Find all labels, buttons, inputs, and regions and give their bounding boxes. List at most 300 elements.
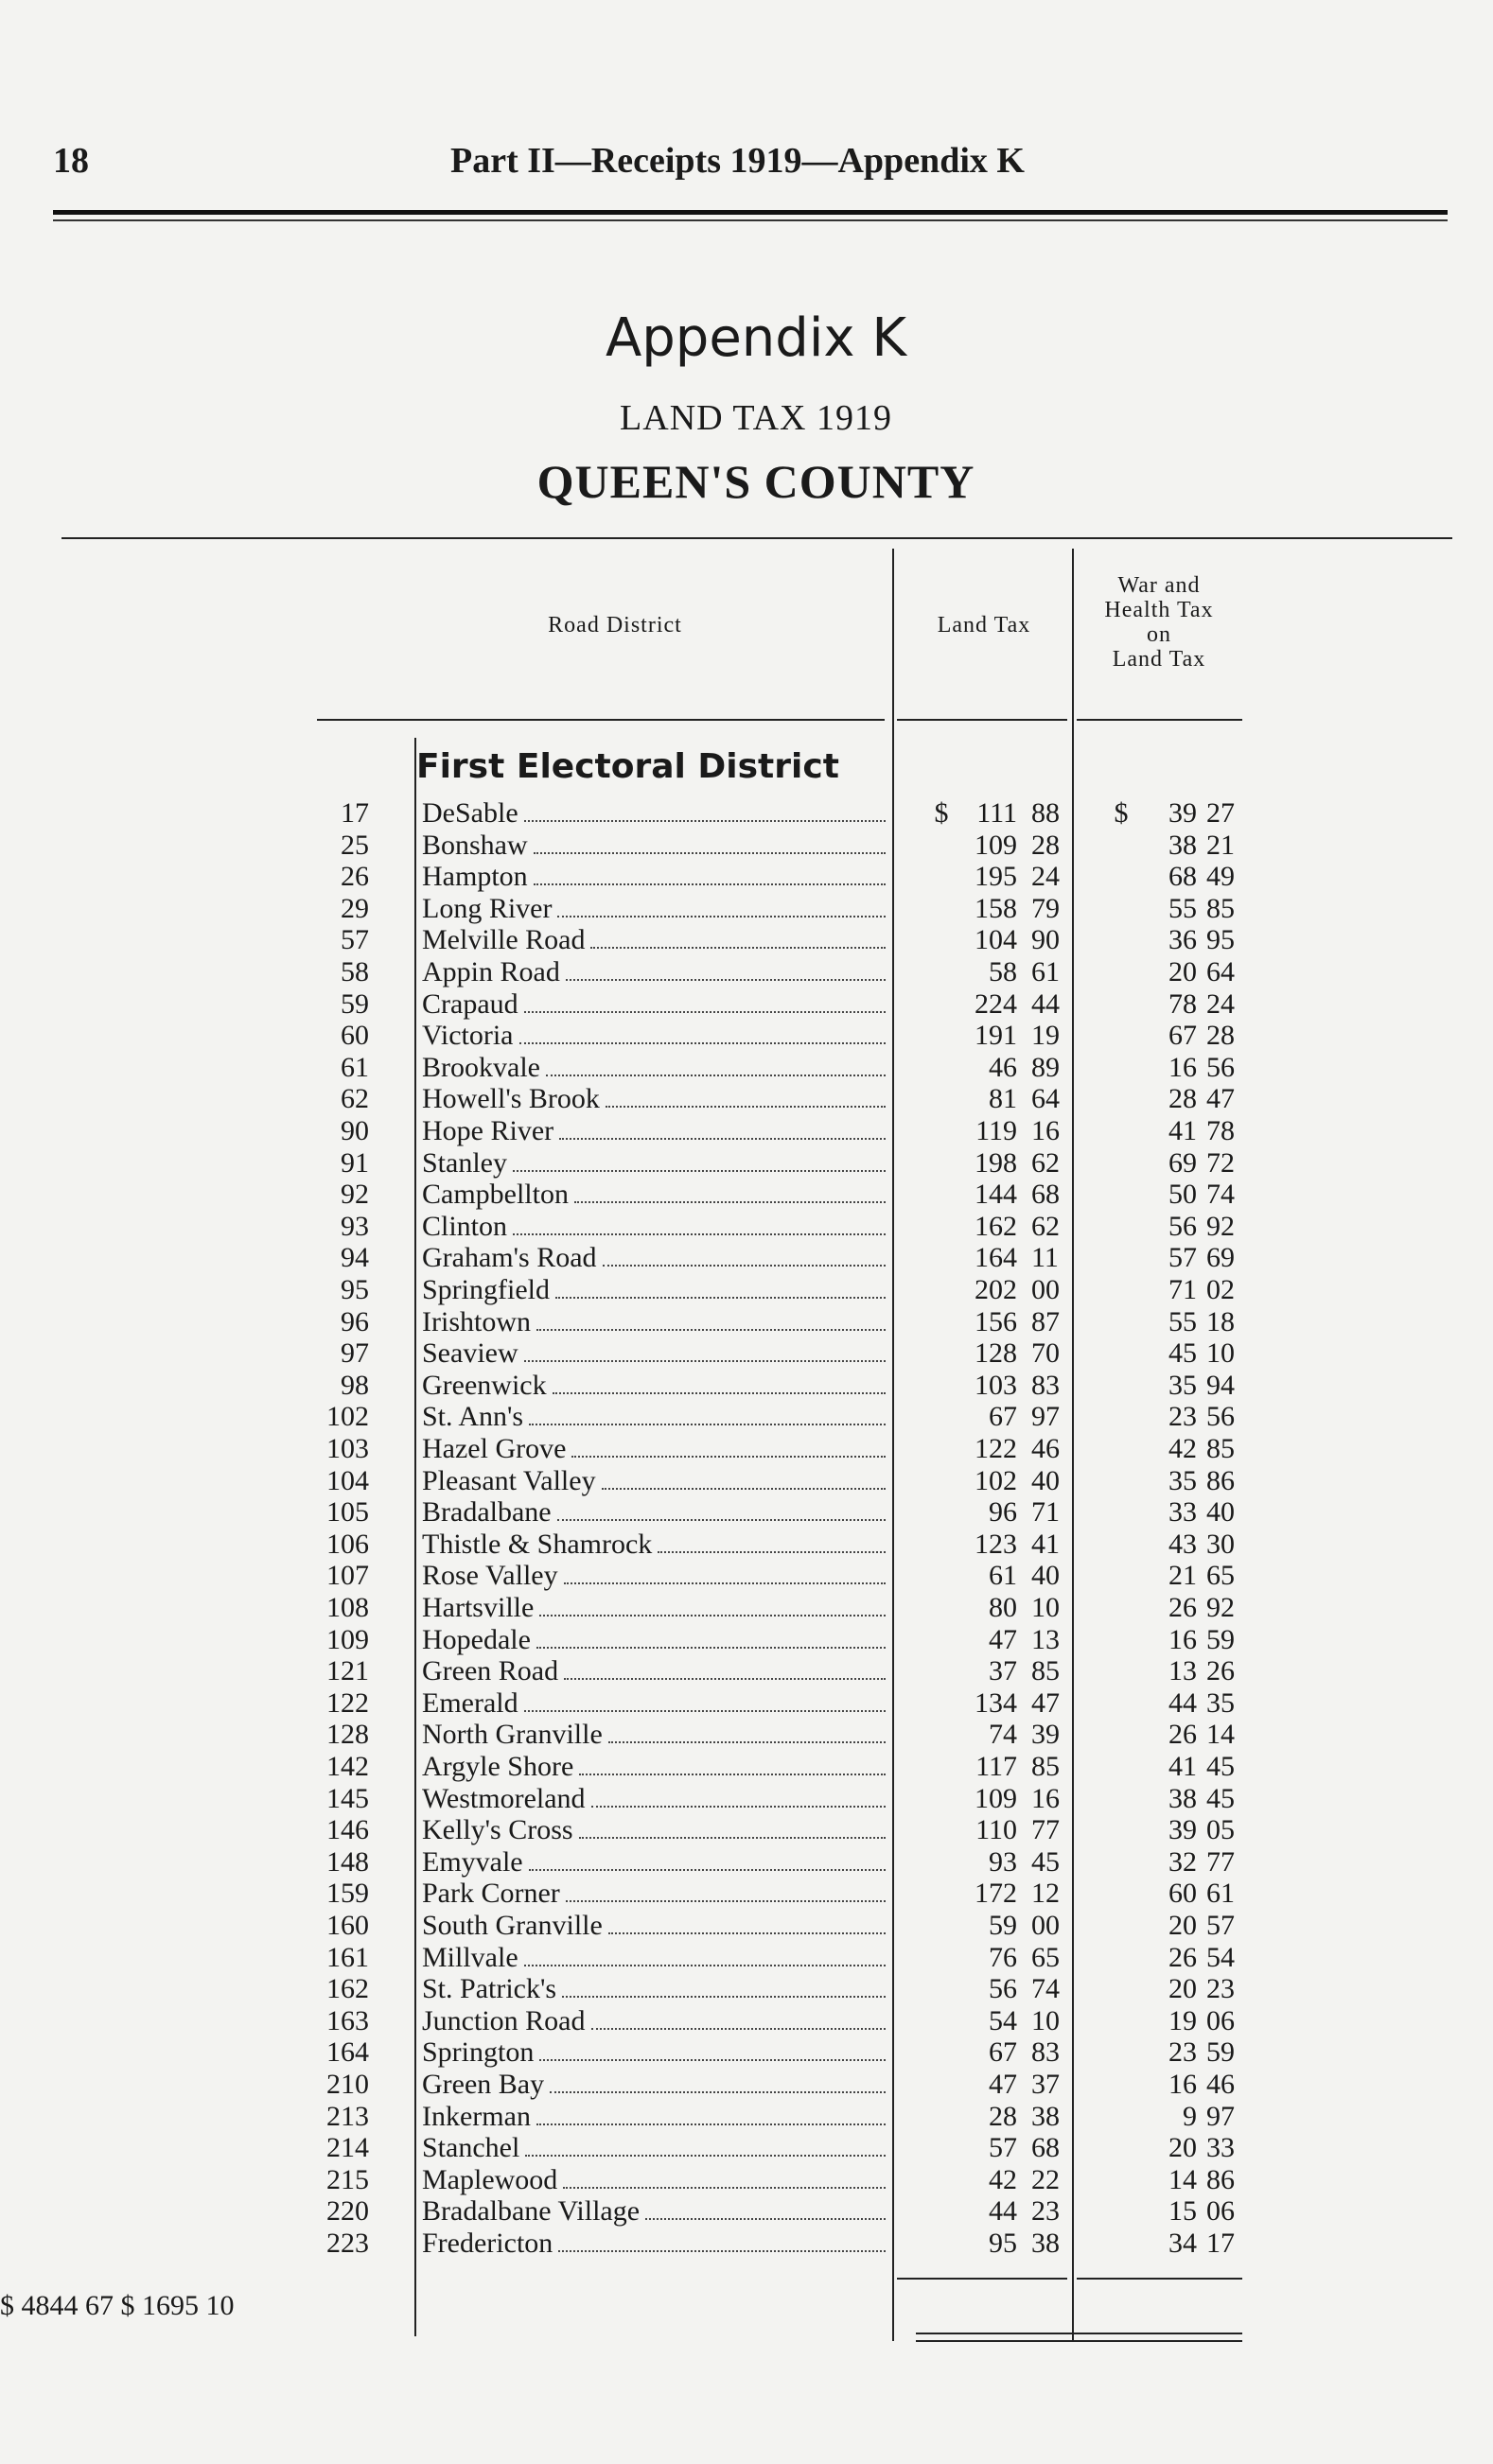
war-tax-dollars: 32 — [1168, 1845, 1197, 1878]
table-row — [0, 1751, 1493, 1783]
road-district-cell — [422, 861, 886, 893]
dot-leader — [555, 1274, 886, 1299]
total-rule — [1077, 2278, 1242, 2280]
road-district-name: Hope River — [422, 1115, 554, 1146]
land-tax-cents: 16 — [1031, 1782, 1060, 1814]
war-tax-cents: 23 — [1206, 1973, 1235, 2005]
road-district-name: South Granville — [422, 1910, 603, 1941]
land-tax-dollars: 191 — [975, 1020, 1017, 1052]
table-row — [0, 1306, 1493, 1338]
road-district-number: 60 — [341, 1020, 369, 1052]
road-district-cell — [422, 1020, 886, 1052]
road-district-number: 98 — [341, 1369, 369, 1401]
table-row — [0, 1687, 1493, 1720]
road-district-name: Stanchel — [422, 2132, 520, 2164]
land-tax-cents: 68 — [1031, 2132, 1060, 2164]
table-row — [0, 2228, 1493, 2260]
road-district-number: 58 — [341, 956, 369, 987]
war-tax-cents: 65 — [1206, 1560, 1235, 1592]
land-tax-dollars: 96 — [989, 1496, 1017, 1529]
land-tax-dollars: 44 — [989, 2195, 1017, 2228]
land-tax-dollars: 134 — [975, 1686, 1017, 1719]
land-tax-subtitle: LAND TAX 1919 — [620, 398, 892, 438]
land-tax-dollars: 47 — [989, 2069, 1017, 2100]
war-tax-cents: 86 — [1206, 1464, 1235, 1496]
dot-leader — [574, 1179, 886, 1203]
table-row — [0, 1910, 1493, 1942]
road-district-name: Bonshaw — [422, 829, 528, 861]
road-district-name: Bradalbane — [422, 1496, 552, 1529]
dot-leader — [658, 1529, 886, 1553]
land-tax-cents: 10 — [1031, 1592, 1060, 1623]
land-tax-dollars: 93 — [989, 1845, 1017, 1878]
table-row — [0, 1242, 1493, 1274]
road-district-cell — [422, 1814, 886, 1846]
road-district-cell — [422, 1147, 886, 1180]
war-tax-cents: 05 — [1206, 1814, 1235, 1846]
land-tax-dollars: 164 — [975, 1242, 1017, 1274]
war-tax-dollars: 28 — [1168, 1083, 1197, 1115]
road-district-name: Long River — [422, 892, 553, 924]
road-district-name: Rose Valley — [422, 1560, 558, 1592]
page-number: 18 — [53, 141, 89, 181]
war-tax-cents: 10 — [1206, 1337, 1235, 1370]
dot-leader — [539, 1592, 886, 1616]
land-tax-dollars: 104 — [975, 924, 1017, 956]
total-double-rule — [916, 2340, 1242, 2342]
land-tax-dollars: 198 — [975, 1146, 1017, 1179]
war-tax-dollars: 67 — [1168, 1020, 1197, 1052]
land-tax-cents: 24 — [1031, 861, 1060, 893]
road-district-name: Inkerman — [422, 2100, 531, 2132]
war-tax-dollars: 71 — [1168, 1274, 1197, 1305]
road-district-number: 29 — [341, 892, 369, 924]
war-tax-dollars: 15 — [1168, 2195, 1197, 2228]
road-district-cell — [422, 956, 886, 988]
table-row — [0, 2195, 1493, 2228]
road-district-name: DeSable — [422, 797, 518, 829]
road-district-number: 159 — [326, 1878, 369, 1910]
road-district-name: Westmoreland — [422, 1782, 586, 1814]
dot-leader — [645, 2195, 886, 2220]
war-tax-dollars: 36 — [1168, 924, 1197, 956]
war-tax-cents: 45 — [1206, 1751, 1235, 1782]
road-district-number: 107 — [326, 1560, 369, 1592]
land-tax-dollars: 28 — [989, 2100, 1017, 2132]
road-district-number: 142 — [326, 1751, 369, 1782]
table-row — [0, 1878, 1493, 1910]
dot-leader — [557, 893, 886, 917]
war-tax-cents: 85 — [1206, 1433, 1235, 1464]
dot-leader — [513, 1211, 886, 1235]
land-tax-dollars: 74 — [989, 1719, 1017, 1751]
war-tax-cents: 18 — [1206, 1305, 1235, 1337]
total-war-cents: 10 — [205, 2290, 235, 2321]
total-rule — [897, 2278, 1067, 2280]
dot-leader — [524, 1687, 886, 1712]
table-row — [0, 1020, 1493, 1052]
road-district-name: St. Patrick's — [422, 1973, 557, 2005]
land-tax-dollars: 109 — [975, 1782, 1017, 1814]
land-tax-dollars: 59 — [989, 1910, 1017, 1941]
land-tax-cents: 40 — [1031, 1560, 1060, 1592]
road-district-cell — [422, 1083, 886, 1115]
land-tax-cents: 00 — [1031, 1910, 1060, 1941]
war-tax-cents: 45 — [1206, 1782, 1235, 1814]
war-tax-cents: 40 — [1206, 1496, 1235, 1529]
road-district-cell — [422, 1751, 886, 1783]
road-district-name: Green Bay — [422, 2069, 545, 2100]
war-tax-dollars: 38 — [1168, 1782, 1197, 1814]
road-district-cell — [422, 1719, 886, 1751]
dot-leader — [534, 830, 886, 854]
dot-leader — [536, 1306, 886, 1331]
table-row — [0, 861, 1493, 893]
road-district-name: Hazel Grove — [422, 1433, 567, 1464]
road-district-name: Millvale — [422, 1941, 518, 1973]
dot-leader — [590, 924, 886, 949]
table-row — [0, 2101, 1493, 2133]
land-tax-dollars: 195 — [975, 861, 1017, 893]
dot-leader — [579, 1751, 886, 1775]
war-tax-dollars: 55 — [1168, 892, 1197, 924]
land-tax-dollars: 37 — [989, 1655, 1017, 1687]
war-tax-dollars: 20 — [1168, 2132, 1197, 2164]
dot-leader — [534, 861, 886, 885]
dot-leader — [608, 1719, 886, 1743]
road-district-number: 59 — [341, 987, 369, 1020]
war-tax-dollars: 23 — [1168, 1401, 1197, 1433]
road-district-name: Fredericton — [422, 2228, 553, 2259]
road-district-name: Springfield — [422, 1274, 550, 1305]
war-tax-dollars: 9 — [1183, 2100, 1197, 2132]
land-tax-cents: 28 — [1031, 829, 1060, 861]
table-row — [0, 1370, 1493, 1402]
road-district-number: 105 — [326, 1496, 369, 1529]
war-tax-cents: 06 — [1206, 2195, 1235, 2228]
war-tax-cents: 86 — [1206, 2163, 1235, 2195]
land-tax-dollars: 61 — [989, 1560, 1017, 1592]
war-tax-dollars: 38 — [1168, 829, 1197, 861]
road-district-number: 214 — [326, 2132, 369, 2164]
appendix-title: Appendix K — [605, 307, 907, 369]
land-tax-dollars: 202 — [975, 1274, 1017, 1305]
road-district-cell — [422, 1783, 886, 1815]
road-district-name: Greenwick — [422, 1369, 547, 1401]
land-tax-dollars: 122 — [975, 1433, 1017, 1464]
road-district-cell — [422, 893, 886, 925]
war-tax-dollars: 42 — [1168, 1433, 1197, 1464]
road-district-number: 92 — [341, 1179, 369, 1211]
war-tax-dollars: 69 — [1168, 1146, 1197, 1179]
table-row — [0, 1052, 1493, 1084]
road-district-name: Melville Road — [422, 924, 586, 956]
war-tax-header-line: on — [1147, 622, 1171, 647]
land-tax-cents: 89 — [1031, 1051, 1060, 1083]
table-row — [0, 1465, 1493, 1497]
road-district-cell — [422, 1401, 886, 1433]
road-district-cell — [422, 1846, 886, 1879]
land-tax-dollars: 81 — [989, 1083, 1017, 1115]
road-district-name: Springton — [422, 2036, 535, 2069]
land-tax-dollars: 224 — [975, 987, 1017, 1020]
road-district-number: 164 — [326, 2036, 369, 2069]
table-row — [0, 1592, 1493, 1624]
road-district-name: Hartsville — [422, 1592, 535, 1623]
war-tax-dollars: 35 — [1168, 1464, 1197, 1496]
table-row — [0, 1211, 1493, 1243]
currency-symbol: $ — [934, 797, 949, 829]
table-row — [0, 830, 1493, 862]
land-tax-dollars: 162 — [975, 1210, 1017, 1242]
dot-leader — [559, 1115, 886, 1140]
war-tax-dollars: 35 — [1168, 1369, 1197, 1401]
road-district-name: Green Road — [422, 1655, 559, 1687]
table-row — [0, 1401, 1493, 1433]
road-district-cell — [422, 1337, 886, 1370]
war-tax-dollars: 14 — [1168, 2163, 1197, 2195]
war-tax-header-line: Health Tax — [1104, 598, 1214, 622]
road-district-name: Maplewood — [422, 2163, 558, 2195]
war-tax-cents: 46 — [1206, 2069, 1235, 2100]
road-district-number: 223 — [326, 2228, 369, 2259]
totals-row — [0, 2287, 1493, 2325]
road-district-number: 213 — [326, 2100, 369, 2132]
road-district-number: 220 — [326, 2195, 369, 2228]
road-district-name: Campbellton — [422, 1179, 569, 1211]
table-row — [0, 1624, 1493, 1656]
land-tax-cents: 00 — [1031, 1274, 1060, 1305]
war-tax-header-line: War and — [1117, 573, 1201, 598]
road-district-number: 163 — [326, 2004, 369, 2036]
section-title: First Electoral District — [416, 747, 839, 786]
dot-leader — [562, 1973, 886, 1998]
road-district-number: 103 — [326, 1433, 369, 1464]
land-tax-cents: 88 — [1031, 797, 1060, 829]
war-tax-cents: 26 — [1206, 1655, 1235, 1687]
page-header — [53, 140, 1444, 197]
war-tax-cents: 56 — [1206, 1401, 1235, 1433]
road-district-number: 128 — [326, 1719, 369, 1751]
land-tax-dollars: 156 — [975, 1305, 1017, 1337]
war-tax-dollars: 45 — [1168, 1337, 1197, 1370]
land-tax-cents: 46 — [1031, 1433, 1060, 1464]
war-tax-dollars: 20 — [1168, 956, 1197, 987]
land-tax-dollars: 110 — [975, 1814, 1017, 1846]
road-district-cell — [422, 1624, 886, 1656]
dot-leader — [513, 1147, 886, 1172]
total-land-dollars: 4844 — [21, 2290, 79, 2321]
road-district-name: Kelly's Cross — [422, 1814, 573, 1846]
war-tax-dollars: 41 — [1168, 1115, 1197, 1146]
dot-leader — [524, 1337, 886, 1362]
land-tax-cents: 37 — [1031, 2069, 1060, 2100]
war-tax-dollars: 26 — [1168, 1941, 1197, 1973]
land-tax-cents: 44 — [1031, 987, 1060, 1020]
road-district-cell — [422, 2164, 886, 2196]
road-district-cell — [422, 924, 886, 956]
road-district-cell — [422, 1115, 886, 1147]
table-row — [0, 1433, 1493, 1465]
table-row — [0, 2164, 1493, 2196]
land-tax-cents: 77 — [1031, 1814, 1060, 1846]
land-tax-cents: 68 — [1031, 1179, 1060, 1211]
war-tax-dollars: 16 — [1168, 1623, 1197, 1655]
road-district-cell — [422, 1529, 886, 1561]
table-row — [0, 1115, 1493, 1147]
war-tax-dollars: 68 — [1168, 861, 1197, 893]
war-tax-dollars: 26 — [1168, 1719, 1197, 1751]
dot-leader — [566, 956, 886, 981]
dot-leader — [553, 1370, 886, 1394]
dot-leader — [606, 1083, 886, 1108]
dot-leader — [566, 1878, 886, 1902]
war-tax-header-line: Land Tax — [1112, 647, 1206, 672]
table-row — [0, 1274, 1493, 1306]
land-tax-cents: 64 — [1031, 1083, 1060, 1115]
road-district-cell — [422, 1496, 886, 1529]
war-tax-dollars: 44 — [1168, 1686, 1197, 1719]
road-district-number: 145 — [326, 1782, 369, 1814]
road-district-cell — [422, 1433, 886, 1465]
table-top-rule — [61, 537, 1452, 539]
war-tax-cents: 21 — [1206, 829, 1235, 861]
land-tax-cents: 85 — [1031, 1655, 1060, 1687]
land-tax-dollars: 67 — [989, 1401, 1017, 1433]
dot-leader — [550, 2069, 886, 2093]
road-district-name: Hopedale — [422, 1623, 531, 1655]
land-tax-cents: 83 — [1031, 2036, 1060, 2069]
road-district-number: 108 — [326, 1592, 369, 1623]
land-tax-dollars: 172 — [975, 1878, 1017, 1910]
war-tax-dollars: 20 — [1168, 1910, 1197, 1941]
land-tax-dollars: 95 — [989, 2228, 1017, 2259]
land-tax-dollars: 57 — [989, 2132, 1017, 2164]
land-tax-cents: 19 — [1031, 1020, 1060, 1052]
dot-leader — [546, 1052, 886, 1076]
land-tax-dollars: 109 — [975, 829, 1017, 861]
header-bottom-rule — [897, 719, 1067, 721]
column-header-road-district: Road District — [548, 613, 682, 638]
table-row — [0, 2069, 1493, 2101]
dot-leader — [603, 1242, 886, 1267]
land-tax-cents: 12 — [1031, 1878, 1060, 1910]
road-district-cell — [422, 1878, 886, 1910]
dot-leader — [529, 1401, 886, 1425]
land-tax-dollars: 128 — [975, 1337, 1017, 1370]
road-district-cell — [422, 2228, 886, 2260]
land-tax-dollars: 119 — [975, 1115, 1017, 1146]
road-district-number: 61 — [341, 1051, 369, 1083]
road-district-name: Brookvale — [422, 1051, 540, 1083]
road-district-number: 97 — [341, 1337, 369, 1370]
road-district-name: Graham's Road — [422, 1242, 597, 1274]
war-tax-dollars: 33 — [1168, 1496, 1197, 1529]
road-district-cell — [422, 1274, 886, 1306]
road-district-number: 162 — [326, 1973, 369, 2005]
road-district-number: 148 — [326, 1845, 369, 1878]
road-district-name: Appin Road — [422, 956, 560, 987]
war-tax-cents: 06 — [1206, 2004, 1235, 2036]
land-tax-dollars: 123 — [975, 1528, 1017, 1560]
war-tax-dollars: 60 — [1168, 1878, 1197, 1910]
column-header-land-tax: Land Tax — [937, 613, 1031, 638]
road-district-number: 25 — [341, 829, 369, 861]
header-rule-thin — [53, 219, 1448, 221]
road-district-cell — [422, 1465, 886, 1497]
road-district-cell — [422, 1973, 886, 2005]
road-district-number: 104 — [326, 1464, 369, 1496]
table-row — [0, 1973, 1493, 2005]
land-tax-cents: 85 — [1031, 1751, 1060, 1782]
war-tax-cents: 28 — [1206, 1020, 1235, 1052]
war-tax-dollars: 19 — [1168, 2004, 1197, 2036]
road-district-number: 57 — [341, 924, 369, 956]
road-district-number: 160 — [326, 1910, 369, 1941]
war-tax-cents: 47 — [1206, 1083, 1235, 1115]
war-tax-cents: 59 — [1206, 2036, 1235, 2069]
road-district-number: 90 — [341, 1115, 369, 1146]
road-district-cell — [422, 1052, 886, 1084]
road-district-number: 106 — [326, 1528, 369, 1560]
road-district-name: Hampton — [422, 861, 528, 893]
war-tax-cents: 64 — [1206, 956, 1235, 987]
land-tax-cents: 40 — [1031, 1464, 1060, 1496]
land-tax-cents: 38 — [1031, 2228, 1060, 2259]
road-district-cell — [422, 988, 886, 1021]
war-tax-dollars: 16 — [1168, 1051, 1197, 1083]
currency-symbol: $ — [120, 2290, 135, 2321]
war-tax-dollars: 55 — [1168, 1305, 1197, 1337]
land-tax-cents: 62 — [1031, 1210, 1060, 1242]
header-rule — [53, 210, 1448, 215]
land-tax-cents: 22 — [1031, 2163, 1060, 2195]
dot-leader — [602, 1465, 886, 1490]
table-row — [0, 1783, 1493, 1815]
land-tax-cents: 10 — [1031, 2004, 1060, 2036]
table-row — [0, 1496, 1493, 1529]
column-header-war-tax — [1079, 573, 1239, 672]
war-tax-cents: 61 — [1206, 1878, 1235, 1910]
land-tax-cents: 23 — [1031, 2195, 1060, 2228]
land-tax-cents: 62 — [1031, 1146, 1060, 1179]
war-tax-cents: 78 — [1206, 1115, 1235, 1146]
dot-leader — [608, 1910, 886, 1934]
road-district-cell — [422, 1655, 886, 1687]
table-row — [0, 2005, 1493, 2037]
road-district-number: 146 — [326, 1814, 369, 1846]
table-row — [0, 1147, 1493, 1180]
land-tax-dollars: 76 — [989, 1941, 1017, 1973]
table-row — [0, 1529, 1493, 1561]
land-tax-cents: 65 — [1031, 1941, 1060, 1973]
road-district-cell — [422, 1592, 886, 1624]
road-district-name: Park Corner — [422, 1878, 560, 1910]
road-district-name: Victoria — [422, 1020, 514, 1052]
war-tax-dollars: 39 — [1168, 1814, 1197, 1846]
road-district-number: 17 — [341, 797, 369, 829]
road-district-cell — [422, 2069, 886, 2101]
header-bottom-rule — [317, 719, 885, 721]
road-district-number: 122 — [326, 1686, 369, 1719]
road-district-cell — [422, 1910, 886, 1942]
road-district-cell — [422, 2101, 886, 2133]
road-district-cell — [422, 1687, 886, 1720]
road-district-number: 102 — [326, 1401, 369, 1433]
road-district-number: 215 — [326, 2163, 369, 2195]
war-tax-cents: 30 — [1206, 1528, 1235, 1560]
war-tax-cents: 27 — [1206, 797, 1235, 829]
